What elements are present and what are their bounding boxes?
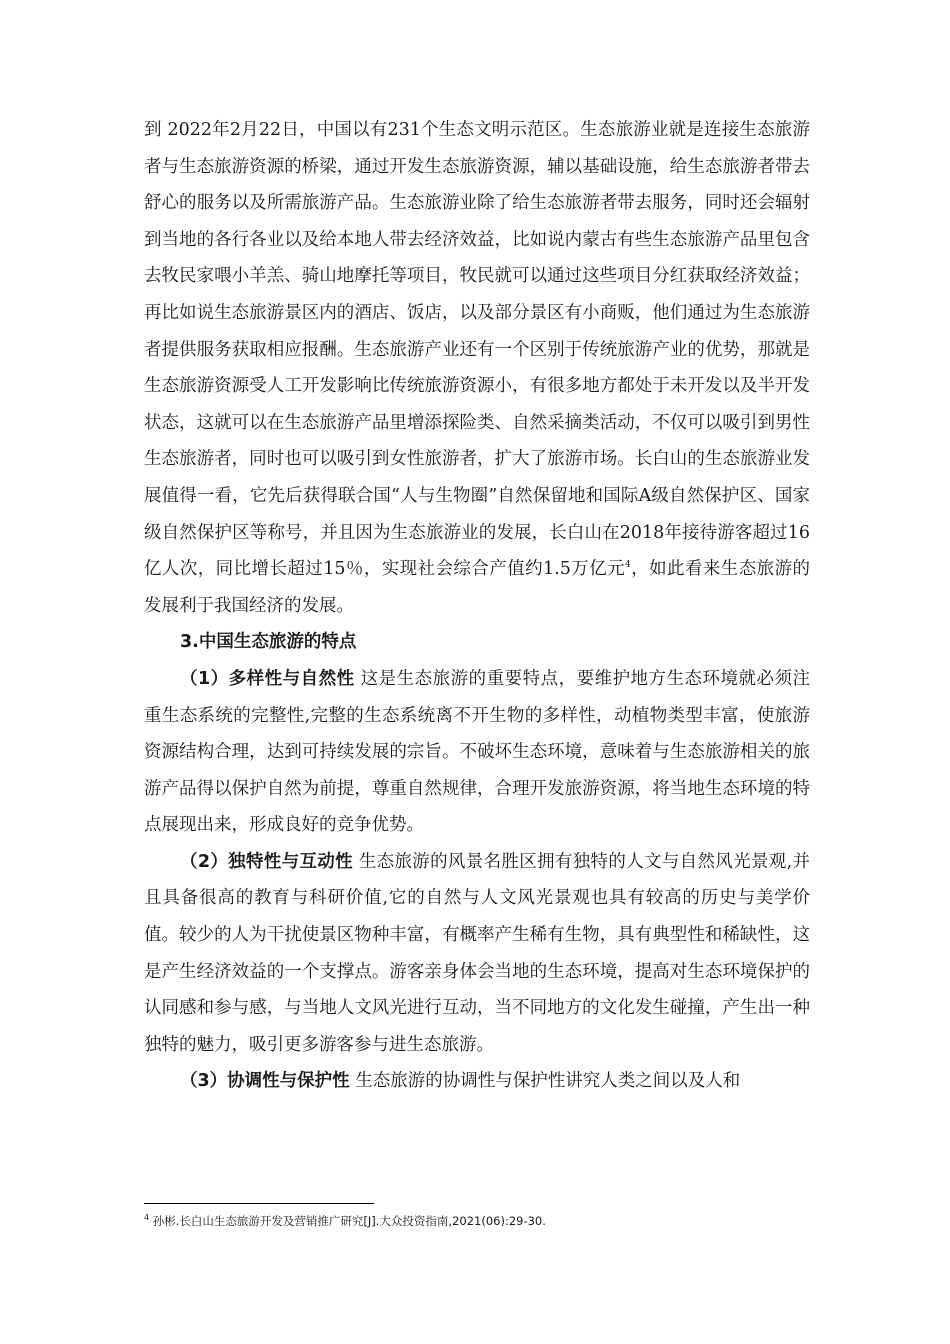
feature-label: （2）独特性与互动性 — [180, 851, 353, 872]
feature-paragraph-uniqueness — [144, 844, 810, 1064]
paragraph-text-tail: ，如此看来生态旅游的发展利于我国经济的发展。 — [144, 559, 810, 616]
body-text — [144, 112, 810, 1100]
paragraph-eco-tourism-industry — [144, 112, 810, 624]
footnote — [144, 1213, 810, 1229]
feature-label: （1）多样性与自然性 — [180, 668, 355, 689]
feature-paragraph-diversity — [144, 661, 810, 844]
feature-text: 生态旅游的协调性与保护性讲究人类之间以及人和 — [355, 1071, 741, 1092]
feature-text: 生态旅游的风景名胜区拥有独特的人文与自然风光景观,并且具备很高的教育与科研价值,它的自然与人文风光景观也具有较高的历史与美学价值。较少的人为干扰使景区物种丰富，有概率产生稀有生物，具有典型性和稀缺性，这是产生经济效益的一个支撑点。游客亲身体会当地的生态环境，提高对生态环境保护的认同感和参与感，与当地人文风光进行互动，当不同地方的文化发生碰撞，产生出一种独特的魅力，吸引更多游客参与进生态旅游。 — [144, 851, 810, 1055]
feature-label: （3）协调性与保护性 — [180, 1071, 350, 1092]
paragraph-text: 到 2022年2月22日，中国以有231个生态文明示范区。生态旅游业就是连接生态旅游者与生态旅游资源的桥梁，通过开发生态旅游资源，辅以基础设施，给生态旅游者带去舒心的服务以及所需旅游产品。生态旅游业除了给生态旅游者带去服务，同时还会辐射到当地的各行各业以及给本地人带去经济效益，比如说内蒙古有些生态旅游产品里包含去牧民家喂小羊羔、骑山地摩托等项目，牧民就可以通过这些项目分红获取经济效益；再比如说生态旅游景区内的酒店、饭店，以及部分景区有小商贩，他们通过为生态旅游者提供服务获取相应报酬。生态旅游产业还有一个区别于传统旅游产业的优势，那就是生态旅游资源受人工开发影响比传统旅游资源小，有很多地方都处于未开发以及半开发状态，这就可以在生态旅游产品里增添探险类、自然采摘类活动，不仅可以吸引到男性生态旅游者，同时也可以吸引到女性旅游者，扩大了旅游市场。长白山的生态旅游业发展值得一看，它先后获得联合国“人与生物圈”自然保留地和国际A级自然保护区、国家级自然保护区等称号，并且因为生态旅游业的发展，长白山在2018年接待游客超过16亿人次，同比增长超过15％，实现社会综合产值约1.5万亿元 — [144, 120, 810, 580]
footnote-reference[interactable]: 4 — [625, 560, 631, 571]
feature-text: 这是生态旅游的重要特点，要维护地方生态环境就必须注重生态系统的完整性,完整的生态系统离不开生物的多样性，动植物类型丰富，使旅游资源结构合理，达到可持续发展的宗旨。不破坏生态环境，意味着与生态旅游相关的旅游产品得以保护自然为前提，尊重自然规律，合理开发旅游资源，将当地生态环境的特点展现出来，形成良好的竞争优势。 — [144, 668, 810, 836]
footnote-number: 4 — [144, 1213, 150, 1222]
footnote-text: 孙彬.长白山生态旅游开发及营销推广研究[J].大众投资指南,2021(06):29-30. — [152, 1214, 546, 1228]
footnote-divider — [144, 1203, 374, 1204]
section-heading: 3.中国生态旅游的特点 — [180, 632, 357, 653]
feature-paragraph-coordination — [144, 1063, 810, 1100]
